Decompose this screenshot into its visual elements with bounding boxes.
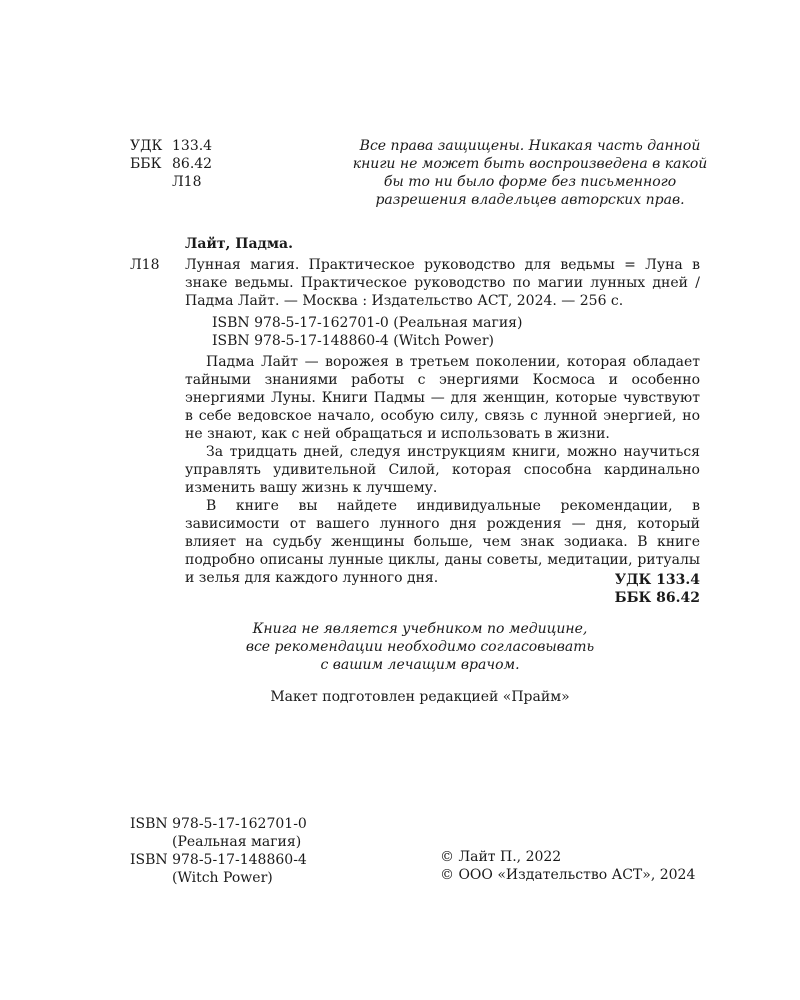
prepared-by: Макет подготовлен редакцией «Прайм» bbox=[270, 689, 570, 705]
isbn-entry: ISBN 978-5-17-162701-0 (Реальная магия) bbox=[212, 315, 523, 331]
author-code: Л18 bbox=[172, 174, 202, 190]
isbn-bottom-2: ISBN 978-5-17-148860-4 bbox=[130, 852, 307, 868]
annotation-paragraph: Падма Лайт — ворожея в третьем поколении, которая обладает тайными знаниями работы с энергиями Космоса и особенно энергиями Луны. Книги Падмы — для женщин, которые чувствуют в себе ведовское начало, особую силу, связь с лунной энергией, но не знают, как с ней обращаться и использовать в жизни. bbox=[185, 354, 700, 442]
disclaimer-line: с вашим лечащим врачом. bbox=[320, 657, 520, 673]
series-bottom-2: (Witch Power) bbox=[172, 870, 273, 886]
disclaimer-line: все рекомендации необходимо согласовывать bbox=[245, 639, 595, 655]
bbk-label: ББК bbox=[130, 156, 162, 172]
disclaimer-line: Книга не является учебником по медицине, bbox=[252, 621, 588, 637]
rights-line: бы то ни было форме без письменного bbox=[383, 174, 677, 190]
udk-value: 133.4 bbox=[172, 138, 213, 154]
rights-line: разрешения владельцев авторских прав. bbox=[375, 192, 685, 208]
classification-right bbox=[500, 571, 700, 607]
bbk-right: ББК 86.42 bbox=[614, 590, 700, 606]
series-bottom-1: (Реальная магия) bbox=[172, 834, 302, 850]
isbn-bottom-1: ISBN 978-5-17-162701-0 bbox=[130, 816, 307, 832]
isbn-bottom bbox=[130, 815, 307, 887]
rights-line: книги не может быть воспроизведена в какой bbox=[352, 156, 708, 172]
author-heading: Лайт, Падма. bbox=[185, 236, 293, 252]
classification-block bbox=[130, 137, 212, 191]
bbk-value: 86.42 bbox=[172, 156, 213, 172]
isbn-entry: ISBN 978-5-17-148860-4 (Witch Power) bbox=[212, 333, 494, 349]
udk-row bbox=[130, 137, 212, 155]
isbn-list bbox=[212, 314, 522, 350]
rights-line: Все права защищены. Никакая часть данной bbox=[359, 138, 701, 154]
title-description: Лунная магия. Практическое руководство для ведьмы = Луна в знаке ведьмы. Практическое руководство по магии лунных дней / Падма Лайт. — Москва : Издательство АСТ, 2024. — 256 с. bbox=[185, 257, 700, 309]
copyright-line: © Лайт П., 2022 bbox=[440, 849, 562, 865]
udk-label: УДК bbox=[130, 138, 163, 154]
copyright-line: © ООО «Издательство АСТ», 2024 bbox=[440, 867, 696, 883]
medical-disclaimer bbox=[230, 620, 610, 674]
bbk-row bbox=[130, 155, 212, 173]
copyright-block bbox=[440, 848, 695, 884]
author-code-left: Л18 bbox=[130, 257, 160, 273]
annotation-paragraph: В книге вы найдете индивидуальные рекомендации, в зависимости от вашего лунного дня рождения — дня, который влияет на судьбу женщины больше, чем знак зодиака. В книге подробно описаны лунные циклы, даны советы, медитации, ритуалы и зелья для каждого лунного дня. bbox=[185, 498, 700, 586]
rights-notice bbox=[330, 137, 730, 209]
annotation-paragraph: За тридцать дней, следуя инструкциям книги, можно научиться управлять удивительной Силой, которая способна кардинально изменить вашу жизнь к лучшему. bbox=[185, 444, 700, 496]
udk-right: УДК 133.4 bbox=[614, 572, 700, 588]
annotation bbox=[185, 353, 700, 587]
